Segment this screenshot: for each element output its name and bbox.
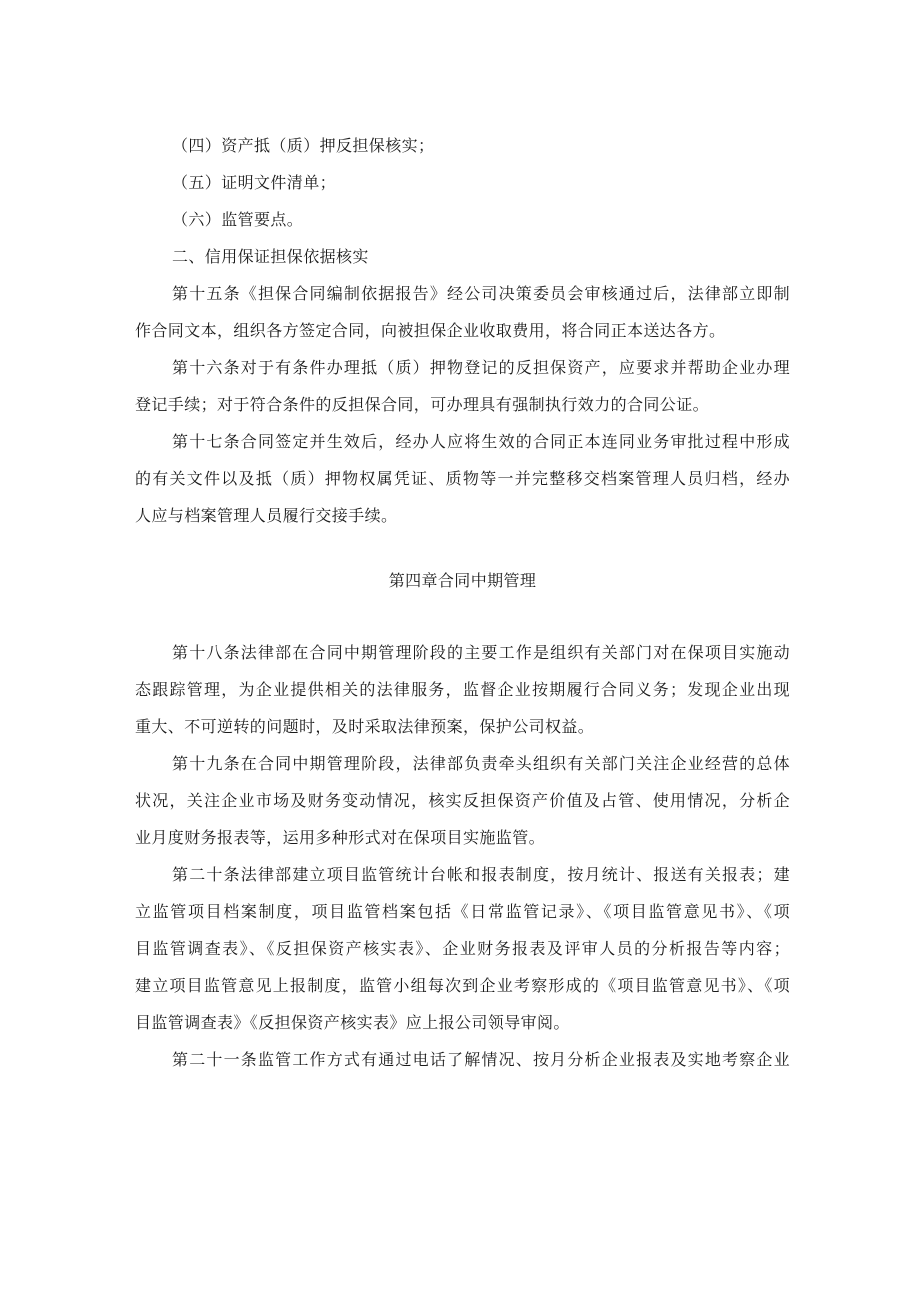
paragraph-line: 立监管项目档案制度，项目监管档案包括《日常监管记录》、《项目监管意见书》、《项 xyxy=(135,902,790,921)
paragraph-line: 的有关文件以及抵（质）押物权属凭证、质物等一并完整移交档案管理人员归档，经办 xyxy=(135,469,790,488)
article-21 xyxy=(135,1041,790,1078)
paragraph-line: 第十七条合同签定并生效后，经办人应将生效的合同正本连同业务审批过程中形成 xyxy=(172,432,790,451)
list-item: （四）资产抵（质）押反担保核实； xyxy=(172,136,435,155)
paragraph-line: 人应与档案管理人员履行交接手续。 xyxy=(135,506,398,525)
article-18 xyxy=(135,634,790,745)
article-19 xyxy=(135,745,790,856)
paragraph-line: 目监管调查表》、《反担保资产核实表》、企业财务报表及评审人员的分析报告等内容； xyxy=(135,939,790,958)
paragraph-line: 第十八条法律部在合同中期管理阶段的主要工作是组织有关部门对在保项目实施动 xyxy=(172,643,790,662)
chapter-heading: 第四章合同中期管理 xyxy=(388,571,537,590)
article-20 xyxy=(135,856,790,1041)
intro-list xyxy=(135,127,790,275)
article-17 xyxy=(135,423,790,534)
paragraph-line: 目监管调查表》《反担保资产核实表》应上报公司领导审阅。 xyxy=(135,1013,570,1032)
paragraph-line: 登记手续；对于符合条件的反担保合同，可办理具有强制执行效力的合同公证。 xyxy=(135,395,710,414)
paragraph-line: 建立项目监管意见上报制度，监管小组每次到企业考察形成的《项目监管意见书》、《项 xyxy=(135,976,790,995)
paragraph-line: 第十五条《担保合同编制依据报告》经公司决策委员会审核通过后，法律部立即制 xyxy=(172,284,790,303)
paragraph-line: 第二十一条监管工作方式有通过电话了解情况、按月分析企业报表及实地考察企业 xyxy=(172,1050,790,1069)
article-15 xyxy=(135,275,790,349)
section-heading: 二、信用保证担保依据核实 xyxy=(172,247,369,266)
paragraph-line: 作合同文本，组织各方签定合同，向被担保企业收取费用，将合同正本送达各方。 xyxy=(135,321,726,340)
list-item: （五）证明文件清单； xyxy=(172,173,337,192)
paragraph-line: 态跟踪管理，为企业提供相关的法律服务，监督企业按期履行合同义务；发现企业出现 xyxy=(135,680,790,699)
list-item: （六）监管要点。 xyxy=(172,210,304,229)
paragraph-line: 第十六条对于有条件办理抵（质）押物登记的反担保资产，应要求并帮助企业办理 xyxy=(172,358,790,377)
paragraph-line: 重大、不可逆转的问题时，及时采取法律预案，保护公司权益。 xyxy=(135,717,595,736)
article-16 xyxy=(135,349,790,423)
paragraph-line: 第二十条法律部建立项目监管统计台帐和报表制度，按月统计、报送有关报表；建 xyxy=(172,865,790,884)
document-page xyxy=(135,127,790,1078)
paragraph-line: 状况，关注企业市场及财务变动情况，核实反担保资产价值及占管、使用情况，分析企 xyxy=(135,791,790,810)
paragraph-line: 业月度财务报表等，运用多种形式对在保项目实施监管。 xyxy=(135,828,546,847)
paragraph-line: 第十九条在合同中期管理阶段，法律部负责牵头组织有关部门关注企业经营的总体 xyxy=(172,754,790,773)
